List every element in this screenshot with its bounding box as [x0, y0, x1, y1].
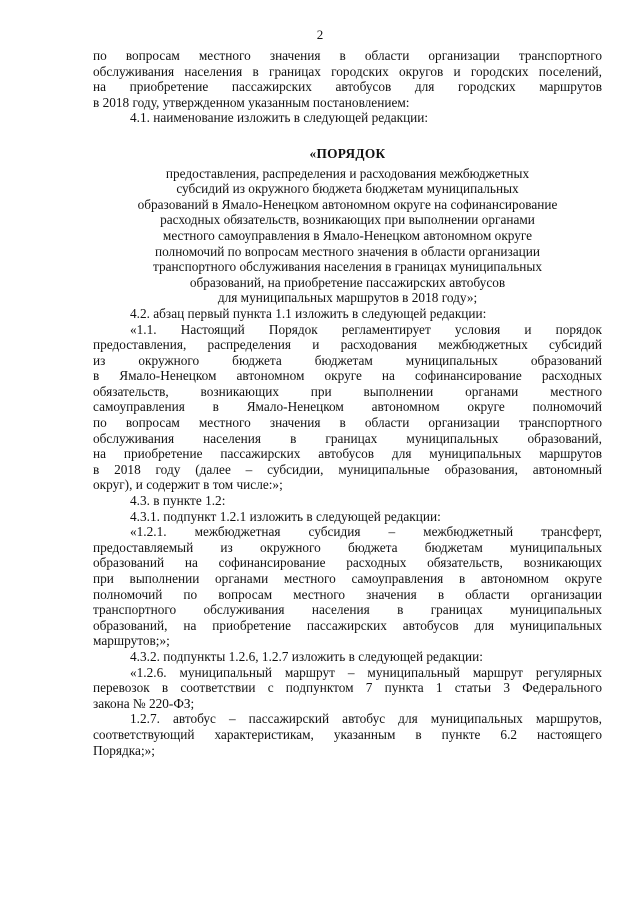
title-line: расходных обязательств, возникающих при выполнении органами — [160, 212, 535, 228]
text-line: образований на софинансирование расходных обязательств, возникающих — [93, 555, 602, 571]
text-line: перевозок в соответствии с подпунктом 7 пункта 1 статьи 3 Федерального — [93, 680, 602, 696]
text-line: в 2018 году (далее – субсидии, муниципальные образования, автономный — [93, 461, 602, 477]
text-line: предоставляемый из окружного бюджета бюджетам муниципальных — [93, 539, 602, 555]
title-line: транспортного обслуживания населения в границах муниципальных — [153, 259, 542, 275]
text-line: Порядка;»; — [93, 742, 155, 758]
text-line: транспортного обслуживания населения в границах муниципальных — [93, 602, 602, 618]
title-line: образований в Ямало-Ненецком автономном округе на софинансирование — [137, 196, 558, 212]
text-line: обслуживания населения в границах городских округов и городских поселений, — [93, 63, 602, 79]
text-line: по вопросам местного значения в области организации транспортного — [93, 48, 602, 63]
text-line: закона № 220-ФЗ; — [93, 695, 195, 711]
procedure-heading: «ПОРЯДОК — [309, 145, 386, 161]
text-line: по вопросам местного значения в области организации транспортного — [93, 415, 602, 431]
title-line: полномочий по вопросам местного значения в области организации — [154, 243, 541, 259]
item-4-3-2: 4.3.2. подпункты 1.2.6, 1.2.7 изложить в следующей редакции: — [130, 648, 483, 664]
text-line: 1.2.7. автобус – пассажирский автобус для муниципальных маршрутов, — [130, 711, 602, 727]
text-line: «1.1. Настоящий Порядок регламентирует условия и порядок — [130, 321, 602, 337]
text-line: на приобретение пассажирских автобусов для муниципальных маршрутов — [93, 446, 602, 462]
item-4-2-lead: 4.2. абзац первый пункта 1.1 изложить в следующей редакции: — [130, 305, 487, 321]
text-line: полномочий по вопросам местного значения в области организации — [93, 586, 602, 602]
text-line: предоставления, распределения и расходования межбюджетных субсидий — [93, 337, 602, 353]
text-line: из окружного бюджета бюджетам муниципальных образований — [93, 352, 602, 368]
title-line: предоставления, распределения и расходования межбюджетных — [165, 165, 530, 181]
title-line: образований, на приобретение пассажирских автобусов — [189, 274, 506, 290]
text-line: при выполнении органами местного самоуправления в автономном округе — [93, 571, 602, 586]
text-line: маршрутов;»; — [93, 633, 170, 649]
text-line: обязательств, возникающих при выполнении органами местного — [93, 383, 602, 399]
title-line: местного самоуправления в Ямало-Ненецком автономном округе — [162, 227, 533, 243]
page-number: 2 — [316, 27, 324, 42]
text-line: обслуживания населения в границах муниципальных образований, — [93, 430, 602, 446]
text-line: образований, на приобретение пассажирских автобусов для муниципальных — [93, 617, 602, 633]
text-line: в Ямало-Ненецком автономном округе на софинансирование расходных — [93, 368, 602, 384]
text-line: самоуправления в Ямало-Ненецком автономном округе полномочий — [93, 399, 602, 415]
text-line: «1.2.6. муниципальный маршрут – муниципальный маршрут регулярных — [130, 664, 602, 680]
text-line: «1.2.1. межбюджетная субсидия – межбюджетный трансферт, — [130, 524, 602, 540]
title-line: субсидий из окружного бюджета бюджетам муниципальных — [176, 181, 519, 197]
title-line: для муниципальных маршрутов в 2018 году»; — [217, 290, 478, 306]
item-4-3-lead: 4.3. в пункте 1.2: — [130, 493, 226, 509]
document-body — [93, 48, 602, 758]
item-4-1: 4.1. наименование изложить в следующей редакции: — [130, 110, 429, 126]
item-4-3-1: 4.3.1. подпункт 1.2.1 изложить в следующей редакции: — [130, 508, 441, 524]
text-line: на приобретение пассажирских автобусов для городских маршрутов — [93, 79, 602, 95]
text-line: в 2018 году, утвержденном указанным постановлением: — [93, 94, 410, 110]
text-line: округ), и содержит в том числе:»; — [93, 477, 283, 493]
text-line: соответствующий характеристикам, указанным в пункте 6.2 настоящего — [93, 726, 602, 742]
